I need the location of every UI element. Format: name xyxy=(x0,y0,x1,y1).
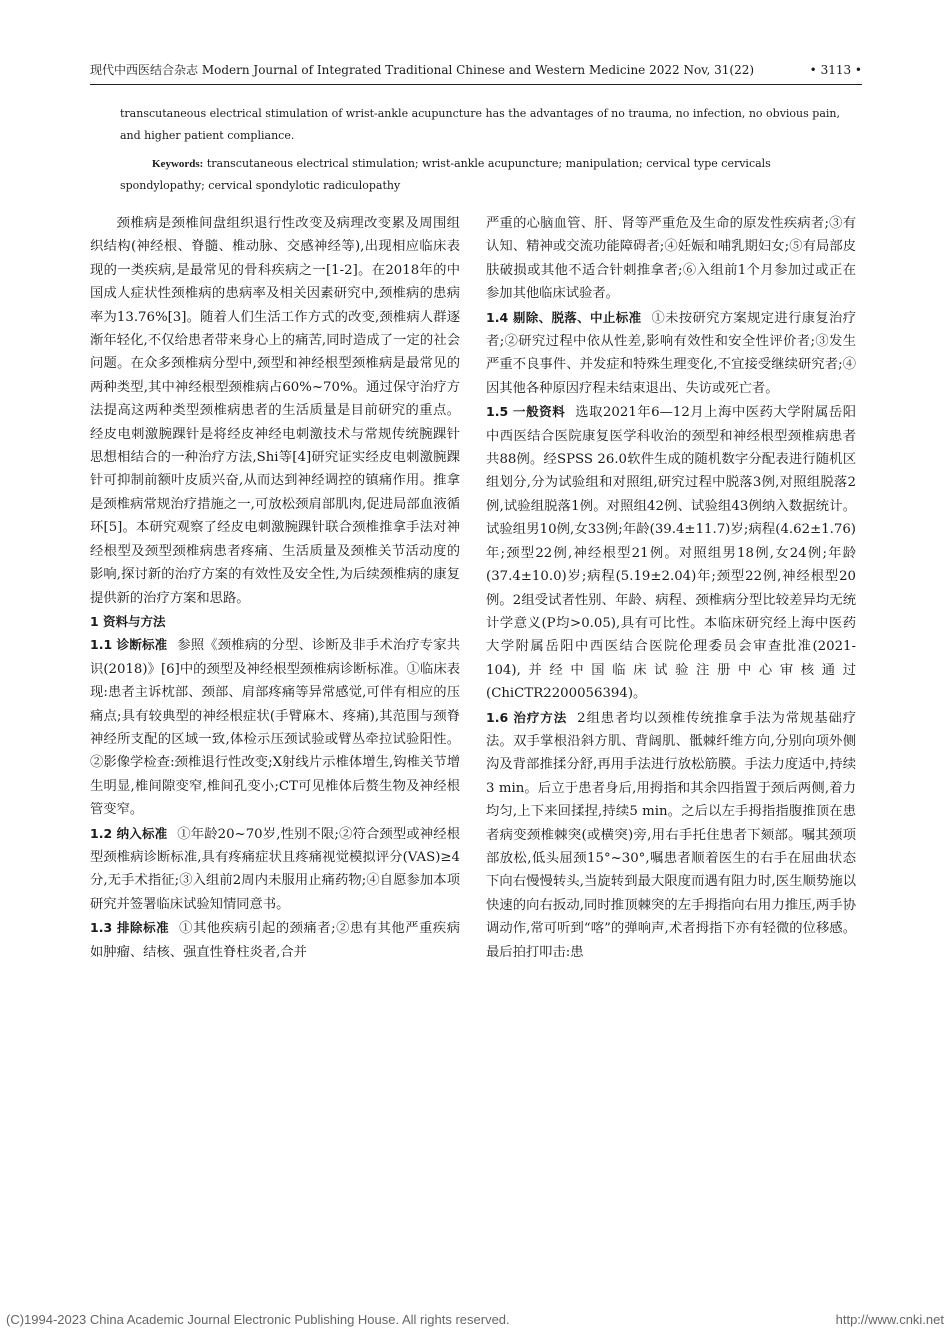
page-number: • 3113 • xyxy=(809,63,862,77)
subsection-1-3 xyxy=(90,916,460,964)
subsection-title: 1.6 治疗方法 xyxy=(486,709,568,725)
subsection-title: 1.2 纳入标准 xyxy=(90,825,168,841)
subsection-body: 选取2021年6—12月上海中医药大学附属岳阳中西医结合医院康复医学科收治的颈型和神经根型颈椎病患者共88例。经SPSS 26.0软件生成的随机数字分配表进行随机区组划分,分为试验组和对照组,研究过程中脱落3例,对照组脱落2例,试验组脱落1例。对照组42例、试验组43例纳入数据统计。试验组男10例,女33例;年龄(39.4±11.7)岁;病程(4.62±1.76)年;颈型22例,神经根型21例。对照组男18例,女24例;年龄(37.4±10.0)岁;病程(5.19±2.04)年;颈型22例,神经根型20例。2组受试者性别、年龄、病程、颈椎病分型比较差异均无统计学意义(P均>0.05),具有可比性。本临床研究经上海中医药大学附属岳阳中西医结合医院伦理委员会审查批准(2021-104),并经中国临床试验注册中心审核通过(ChiCTR2200056394)。 xyxy=(486,405,857,702)
subsection-title: 1.5 一般资料 xyxy=(486,404,566,420)
subsection-body: 2组患者均以颈椎传统推拿手法为常规基础疗法。双手掌根沿斜方肌、背阔肌、骶棘纤维方向,分别向项外侧沟及背部推揉分舒,再用手法进行放松筋膜。手法力度适中,持续3 min。后立于患者身后,用拇指和其余四指置于颈后两侧,着力均匀,上下来回揉捏,持续5 min。之后以左手拇指指腹推顶在患者病变颈椎棘突(或横突)旁,用右手托住患者下颏部。嘱其颈项部放松,低头屈颈15°~30°,嘱患者顺着医生的右手在屈曲状态下向右慢慢转头,当旋转到最大限度而遇有阻力时,医生顺势施以快速的向右扳动,同时推顶棘突的左手拇指向右用力推压,两手协调动作,常可听到“喀”的弹响声,术者拇指下亦有轻微的位移感。最后拍打叩击:患 xyxy=(486,710,856,960)
keywords-text: transcutaneous electrical stimulation; wrist-ankle acupuncture; manipulation; cervical type cervicals spondylopathy; cervical spondylotic radiculopathy xyxy=(120,157,771,192)
subsection-body: ①其他疾病引起的颈痛者;②患有其他严重疾病如肿瘤、结核、强直性脊柱炎者,合并 xyxy=(90,921,461,960)
running-header xyxy=(90,60,862,85)
subsection-1-5 xyxy=(486,400,856,705)
subsection-body: 参照《颈椎病的分型、诊断及非手术治疗专家共识(2018)》[6]中的颈型及神经根型颈椎病诊断标准。①临床表现:患者主诉枕部、颈部、肩部疼痛等异常感觉,可伴有相应的压痛点;具有较典型的神经根症状(手臂麻木、疼痛),其范围与颈脊神经所支配的区域一致,体检示压颈试验或臂丛牵拉试验阳性。②影像学检查:颈椎退行性改变;X射线片示椎体增生,钩椎关节增生明显,椎间隙变窄,椎间孔变小;CT可见椎体后赘生物及神经根管变窄。 xyxy=(90,638,461,818)
subsection-1-6 xyxy=(486,706,856,964)
subsection-1-2 xyxy=(90,822,460,917)
subsection-body: ①未按研究方案规定进行康复治疗者;②研究过程中依从性差,影响有效性和安全性评价者;③发生严重不良事件、并发症和特殊生理变化,不宜接受继续研究者;④因其他各种原因疗程未结束退出、失访或死亡者。 xyxy=(486,310,857,396)
footer xyxy=(6,1310,944,1334)
subsection-title: 1.1 诊断标准 xyxy=(90,637,168,653)
intro-paragraph: 颈椎病是颈椎间盘组织退行性改变及病理改变累及周围组织结构(神经根、脊髓、椎动脉、交感神经等),出现相应临床表现的一类疾病,是最常见的骨科疾病之一[1-2]。在2018年的中国成人症状性颈椎病的患病率及相关因素研究中,颈椎病的患病率为13.76%[3]。随着人们生活工作方式的改变,颈椎病人群逐渐年轻化,不仅给患者带来身心上的痛苦,同时造成了一定的社会问题。在众多颈椎病分型中,颈型和神经根型颈椎病是最常见的两种类型,其中神经根型颈椎病占60%~70%。通过保守治疗方法提高这两种类型颈椎病患者的生活质量是目前研究的重点。经皮电刺激腕踝针是将经皮神经电刺激技术与常规传统腕踝针思想相结合的一种治疗方法,Shi等[4]研究证实经皮电刺激腕踝针可抑制前额叶皮质兴奋,从而达到神经调控的镇痛作用。推拿是颈椎病常规治疗措施之一,可放松颈肩部肌肉,促进局部血液循环[5]。本研究观察了经皮电刺激腕踝针联合颈椎推拿手法对神经根型及颈型颈椎病患者疼痛、生活质量及颈椎关节活动度的影响,探讨新的治疗方案的有效性及安全性,为后续颈椎病的康复提供新的治疗方案和思路。 xyxy=(90,216,460,606)
copyright-notice: (C)1994-2023 China Academic Journal Electronic Publishing House. All rights reserved. xyxy=(6,1312,510,1327)
abstract-block xyxy=(120,103,840,197)
subsection-1-3-cont: 严重的心脑血管、肝、肾等严重危及生命的原发性疾病者;③有认知、精神或交流功能障碍者;④妊娠和哺乳期妇女;⑤有局部皮肤破损或其他不适合针刺推拿者;⑥入组前1个月参加过或正在参加其他临床试验者。 xyxy=(486,216,856,302)
keywords-line xyxy=(120,153,840,197)
left-column xyxy=(90,212,460,964)
subsection-title: 1.4 剔除、脱落、中止标准 xyxy=(486,309,642,325)
keywords-label: Keywords: xyxy=(152,158,204,170)
subsection-title: 1.3 排除标准 xyxy=(90,920,170,936)
journal-title: 现代中西医结合杂志 Modern Journal of Integrated Traditional Chinese and Western Medicine 2022 Nov, 31(22) xyxy=(90,63,755,77)
right-column xyxy=(486,212,856,964)
abstract-text: transcutaneous electrical stimulation of wrist-ankle acupuncture has the advantages of no trauma, no infection, no obvious pain, and higher patient compliance. xyxy=(120,107,840,142)
subsection-1-4 xyxy=(486,306,856,401)
subsection-1-1 xyxy=(90,633,460,821)
subsection-body: ①年龄20~70岁,性别不限;②符合颈型或神经根型颈椎病诊断标准,具有疼痛症状且疼痛视觉模拟评分(VAS)≥4分,无手术指征;③入组前2周内未服用止痛药物;④自愿参加本项研究并签署临床试验知情同意书。 xyxy=(90,826,460,912)
cnki-link[interactable]: http://www.cnki.net xyxy=(835,1312,944,1327)
section-heading-methods: 1 资料与方法 xyxy=(90,613,166,629)
